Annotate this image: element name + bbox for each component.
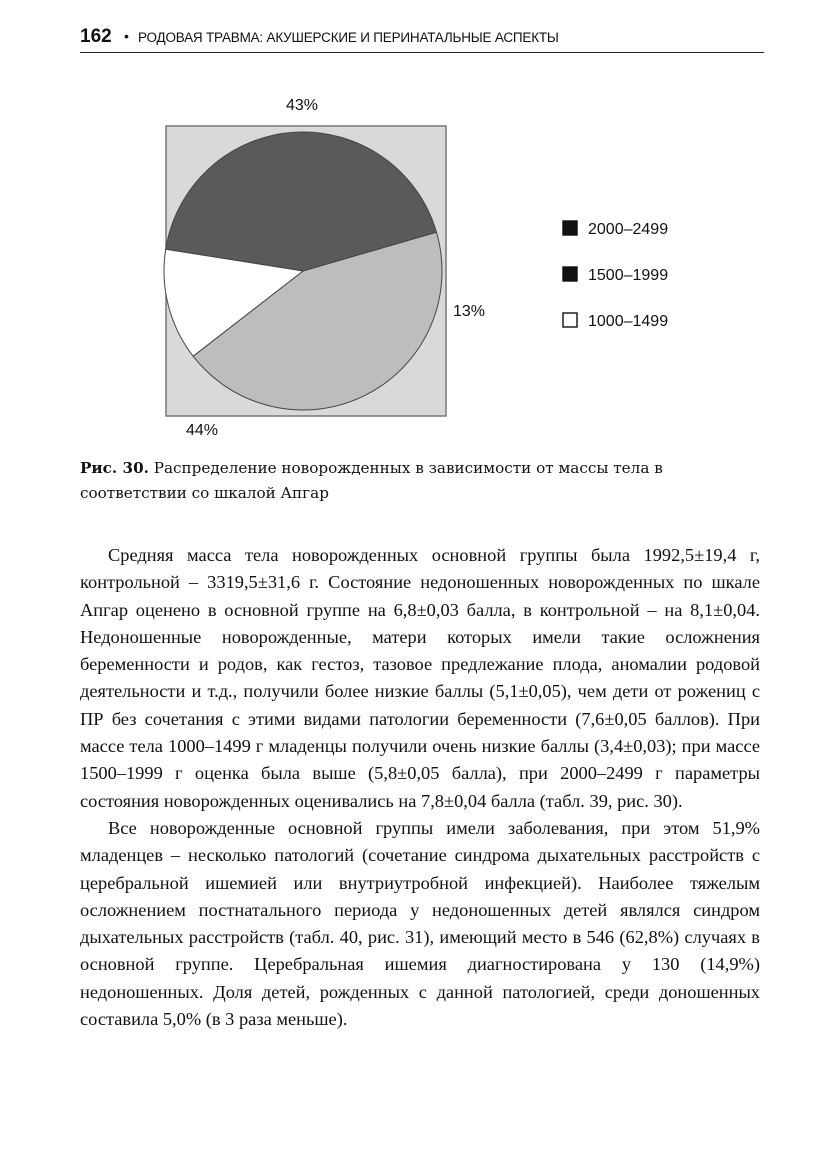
header-bullet: •	[124, 28, 129, 44]
legend-swatch-1000–1499	[563, 313, 577, 327]
pie-chart-svg	[160, 90, 720, 450]
data-label-2000–2499: 43%	[285, 97, 319, 114]
paragraph: Средняя масса тела новорожденных основной группы была 1992,5±19,4 г, контрольной – 3319,5±31,6 г. Состояние недоношенных новорожденных по шкале Апгар оценено в основной группе на 6,8±0,03 балла, в контрольной – на 8,1±0,04. Недоношенные новорожденные, матери которых имели такие осложнения беременности и родов, как гестоз, тазовое предлежание плода, аномалии родовой деятельности и т.д., получили более низкие баллы (5,1±0,05), чем дети от рожениц с ПР без сочетания с этими видами патологии беременности (7,6±0,05 баллов). При массе тела 1000–1499 г младенцы получили очень низкие баллы (3,4±0,03); при массе 1500–1999 г оценка была выше (5,8±0,05 балла), при 2000–2499 г параметры состояния новорожденных оценивались на 7,8±0,04 балла (табл. 39, рис. 30).	[80, 545, 760, 811]
running-header	[80, 26, 760, 54]
legend-swatch-2000–2499	[563, 221, 577, 235]
data-label-1000–1499: 13%	[452, 303, 486, 320]
running-title: РОДОВАЯ ТРАВМА: АКУШЕРСКИЕ И ПЕРИНАТАЛЬНЫЕ АСПЕКТЫ	[138, 30, 559, 45]
legend-label-1500–1999: 1500–1999	[588, 267, 669, 284]
data-label-1500–1999: 44%	[185, 422, 219, 439]
figure-caption	[80, 456, 758, 506]
body-text	[80, 542, 760, 1033]
pie-chart	[160, 90, 720, 450]
legend-label-2000–2499: 2000–2499	[588, 221, 669, 238]
header-rule	[80, 52, 764, 53]
page-number: 162	[80, 26, 112, 47]
legend-label-1000–1499: 1000–1499	[588, 313, 669, 330]
figure-caption-text: Распределение новорожденных в зависимости от массы тела в соответствии со шкалой Апгар	[80, 459, 663, 502]
figure-label: Рис. 30.	[80, 459, 149, 477]
paragraph: Все новорожденные основной группы имели заболевания, при этом 51,9% младенцев – несколько патологий (сочетание синдрома дыхательных расстройств с церебральной ишемией или внутриутробной инфекцией). Наиболее тяжелым осложнением постнатального периода у недоношенных детей являлся синдром дыхательных расстройств (табл. 40, рис. 31), имеющий место в 546 (62,8%) случаях в основной группе. Церебральная ишемия диагностирована у 130 (14,9%) недоношенных. Доля детей, рожденных с данной патологией, среди доношенных составила 5,0% (в 3 раза меньше).	[80, 817, 760, 1030]
legend-swatch-1500–1999	[563, 267, 577, 281]
